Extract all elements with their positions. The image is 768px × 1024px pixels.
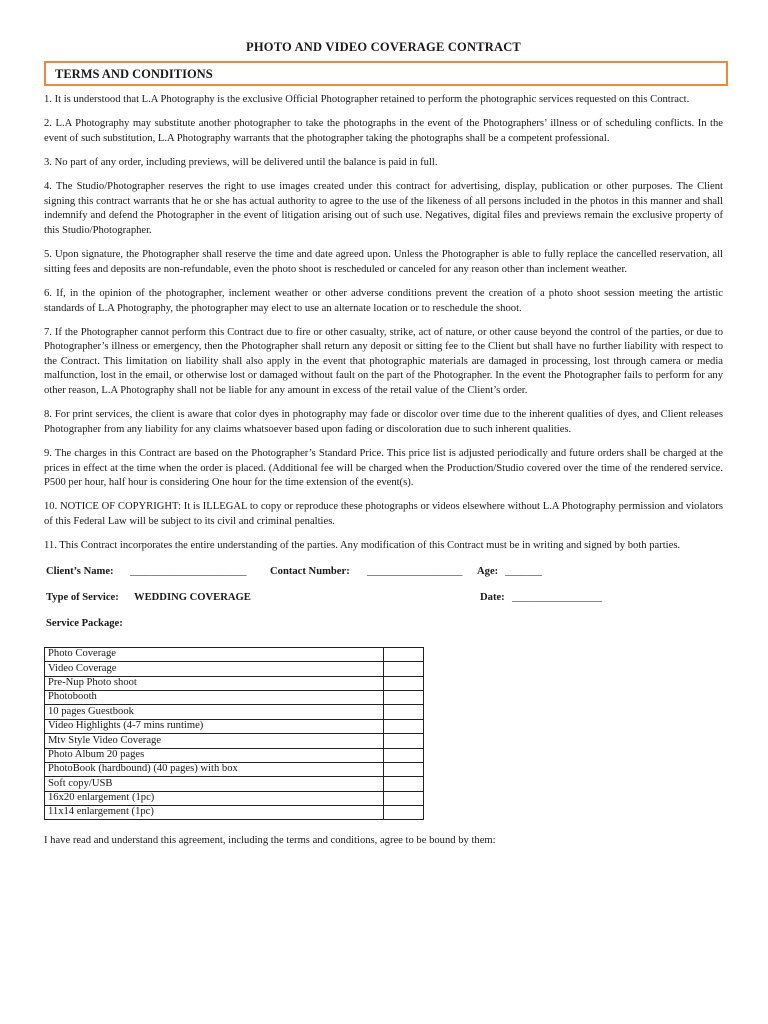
package-checkbox-cell[interactable] (384, 719, 424, 733)
table-row (45, 762, 424, 776)
client-info-row (44, 565, 723, 587)
service-type-row (44, 591, 723, 613)
section-header-terms: TERMS AND CONDITIONS (44, 61, 728, 86)
contact-number-label: Contact Number: (270, 565, 350, 577)
closing-statement: I have read and understand this agreement, including the terms and conditions, agree to be bound by them: (44, 835, 496, 847)
package-item: Video Highlights (4-7 mins runtime) (45, 719, 384, 733)
package-item: PhotoBook (hardbound) (40 pages) with box (45, 762, 384, 776)
package-checkbox-cell[interactable] (384, 647, 424, 661)
package-checkbox-cell[interactable] (384, 806, 424, 820)
table-row (45, 748, 424, 762)
date-label: Date: (480, 591, 505, 603)
term-6: 6. If, in the opinion of the photographer, inclement weather or other adverse conditions prevent the creation of a photo shoot session meeting the artistic standards of L.A Photography, the photographer may elect to use an alternate location or to reschedule the shoot. (44, 287, 723, 314)
table-row (45, 705, 424, 719)
term-10: 10. NOTICE OF COPYRIGHT: It is ILLEGAL to copy or reproduce these photographs or videos elsewhere without L.A Photography permission and violators of this Federal Law will be subject to its civil and criminal penalties. (44, 501, 723, 527)
client-name-field[interactable]: ______________________ (130, 565, 247, 577)
term-1: 1. It is understood that L.A Photography is the exclusive Official Photographer retained to perform the photographic services requested on this Contract. (44, 94, 690, 105)
package-item: 11x14 enlargement (1pc) (45, 806, 384, 820)
table-row (45, 734, 424, 748)
package-item: Photobooth (45, 690, 384, 704)
package-item: Photo Album 20 pages (45, 748, 384, 762)
term-11: 11. This Contract incorporates the entire understanding of the parties. Any modification of this Contract must be in writing and signed by both parties. (44, 540, 681, 552)
package-checkbox-cell[interactable] (384, 676, 424, 690)
package-item: Video Coverage (45, 662, 384, 676)
age-label: Age: (477, 565, 499, 577)
service-type-value: WEDDING COVERAGE (134, 591, 251, 603)
table-row (45, 690, 424, 704)
service-package-label: Service Package: (46, 617, 123, 629)
table-row (45, 719, 424, 733)
package-checkbox-cell[interactable] (384, 734, 424, 748)
package-checkbox-cell[interactable] (384, 748, 424, 762)
package-checkbox-cell[interactable] (384, 662, 424, 676)
terms-list (44, 93, 723, 554)
package-checkbox-cell[interactable] (384, 762, 424, 776)
package-item: Photo Coverage (45, 647, 384, 661)
term-7: 7. If the Photographer cannot perform this Contract due to fire or other casualty, strike, act of nature, or other cause beyond the control of the parties, or due to Photographer’s illness or emergency, then the Photographer shall return any deposit or sitting fee to the Client but shall have no further liability with respect to the Contract. This limitation on liability shall also apply in the event that photographic materials are damaged in processing, lost through camera or media malfunction, lost in the email, or otherwise lost or damaged without fault on the part of the Photographer. In the event the Photographer fails to perform for any other reason, L.A Photography shall not be liable for any amount in excess of the retail value of the Client’s order. (44, 326, 723, 397)
package-item: Mtv Style Video Coverage (45, 734, 384, 748)
package-item: Soft copy/USB (45, 777, 384, 791)
client-fields (44, 565, 723, 639)
term-2: 2. L.A Photography may substitute another photographer to take the photographs in the event of the Photographers’ illness or of scheduling conflicts. In the event of such substitution, L.A Photography warrants that the photographer taking the photographs shall be a competent professional. (44, 118, 723, 144)
package-item: Pre-Nup Photo shoot (45, 676, 384, 690)
package-checkbox-cell[interactable] (384, 791, 424, 805)
date-field[interactable]: _________________ (512, 591, 603, 603)
table-row (45, 662, 424, 676)
package-item: 10 pages Guestbook (45, 705, 384, 719)
term-5: 5. Upon signature, the Photographer shall reserve the time and date agreed upon. Unless the Photographer is able to fully replace the cancelled reservation, all sitting fees and deposits are non-refundable, even the photo shoot is rescheduled or canceled for any reason other than inclement weather. (44, 249, 723, 275)
table-row (45, 777, 424, 791)
document-title: PHOTO AND VIDEO COVERAGE CONTRACT (246, 40, 521, 54)
term-8: 8. For print services, the client is aware that color dyes in photography may fade or discolor over time due to the inherent qualities of dyes, and Client releases Photographer from any liability for any claims whatsoever based upon fading or discoloration due to such inherent qualities. (44, 409, 723, 435)
package-checkbox-cell[interactable] (384, 705, 424, 719)
table-row (45, 806, 424, 820)
service-package-table (44, 647, 424, 821)
package-checkbox-cell[interactable] (384, 690, 424, 704)
client-name-label: Client’s Name: (46, 565, 114, 577)
package-checkbox-cell[interactable] (384, 777, 424, 791)
package-item: 16x20 enlargement (1pc) (45, 791, 384, 805)
service-package-row (44, 617, 723, 639)
table-row (45, 647, 424, 661)
contact-number-field[interactable]: __________________ (367, 565, 463, 577)
term-3: 3. No part of any order, including previews, will be delivered until the balance is paid in full. (44, 156, 438, 168)
age-field[interactable]: _______ (505, 565, 543, 577)
service-type-label: Type of Service: (46, 591, 119, 603)
term-4: 4. The Studio/Photographer reserves the right to use images created under this contract for advertising, display, publication or other purposes. The Client signing this contract warrants that he or she has actual authority to agree to the use of the likeness of all persons included in the photos in this manner and shall indemnify and defend the Photographer in the event of litigation arising out of such use. Negatives, digital files and previews remain the exclusive property of this Studio/Photographer. (44, 181, 723, 236)
table-row (45, 791, 424, 805)
term-9: 9. The charges in this Contract are based on the Photographer’s Standard Price. This price list is adjusted periodically and future orders shall be charged at the prices in effect at the time when the order is placed. (Additional fee will be charged when the Production/Studio covered over the time of the rendered service. P500 per hour, half hour is considering One hour for the time extension of the event(s). (44, 448, 723, 489)
table-row (45, 676, 424, 690)
contract-page (44, 36, 723, 846)
